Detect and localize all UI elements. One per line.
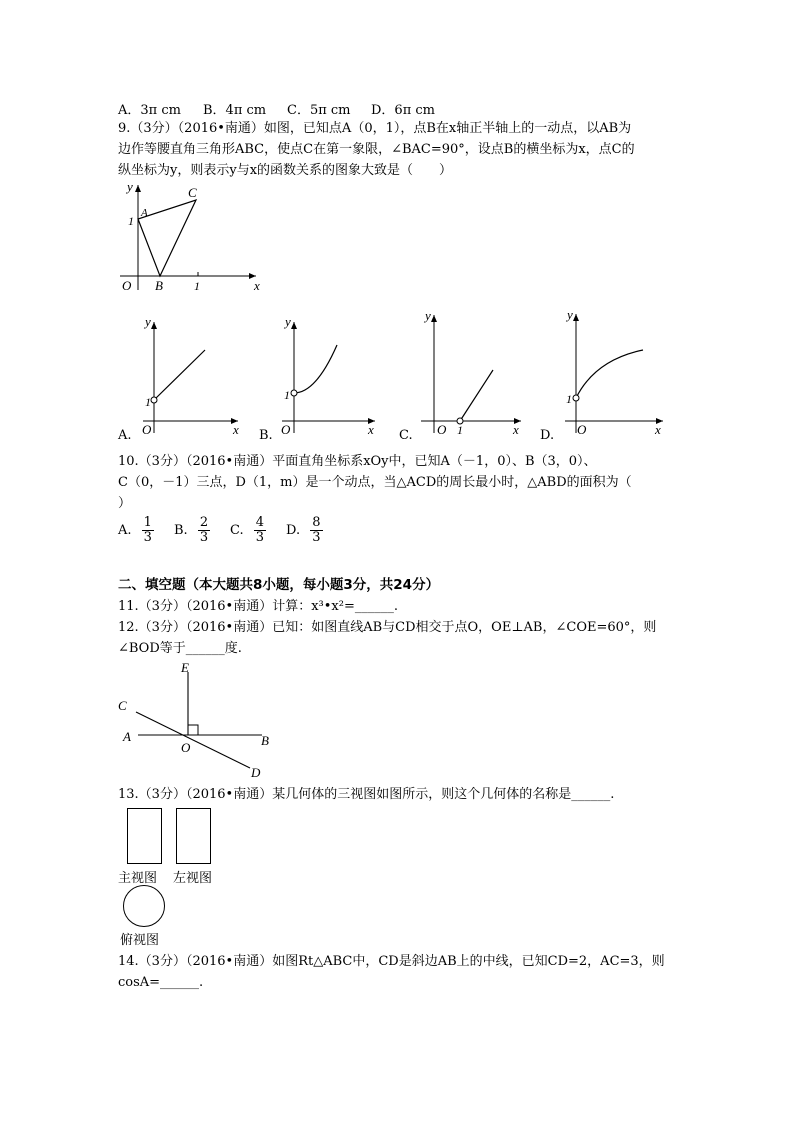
q8-option-a: A．3π cm	[118, 103, 181, 118]
q10-d-numerator: 8	[312, 515, 321, 530]
q9-fig-x-label: x	[254, 278, 260, 293]
q9-fig-a-label: A	[141, 207, 148, 219]
graph-b-x-label: x	[368, 422, 374, 437]
graph-b-one-label: 1	[284, 388, 290, 402]
graph-c-x-label: x	[513, 422, 519, 437]
graph-a-x-label: x	[233, 422, 239, 437]
q12-a-label: A	[123, 729, 131, 744]
graph-a-one-label: 1	[145, 395, 151, 409]
top-view-caption: 俯视图	[120, 933, 160, 948]
q10-option-a: A. $\frac{1}{3}$	[118, 515, 152, 545]
q10-b-numerator: 2	[199, 515, 209, 530]
q9-line-2: 边作等腰直角三角形ABC，使点C在第一象限，∠BAC=90°，设点B的横坐标为x，点C的	[118, 142, 635, 157]
graph-c-y-label: y	[425, 308, 431, 323]
q10-line-2: C（0，－1）三点，D（1，m）是一个动点，当△ACD的周长最小时，△ABD的面积为（	[118, 475, 632, 490]
q12-line-2: ∠BOD等于______度.	[118, 641, 242, 656]
q14-line-2: cosA=______.	[118, 975, 204, 990]
graph-b-y-label: y	[285, 314, 291, 329]
q10-b-denominator: 3	[199, 530, 209, 545]
q9-option-graphs	[110, 305, 670, 445]
q9-line-1: 9.（3分）（2016•南通）如图，已知点A（0，1），点B在x轴正半轴上的一动点，以AB为	[118, 121, 632, 136]
q9-figure	[110, 180, 270, 295]
q9-option-c: C.	[399, 428, 413, 443]
q9-fig-o-label: O	[122, 278, 132, 293]
graph-c-o-label: O	[437, 422, 447, 437]
q12-figure	[110, 660, 280, 782]
left-view-rect	[176, 808, 211, 864]
graph-d-x-label: x	[655, 422, 661, 437]
front-view-rect	[127, 808, 162, 864]
q9-fig-one-x: 1	[194, 279, 200, 293]
q9-fig-b-label: B	[155, 278, 163, 293]
graph-d-y-label: y	[567, 307, 573, 322]
q10-option-c: C. $\frac{4}{3}$	[230, 515, 265, 545]
graph-d-o-label: O	[577, 422, 587, 437]
graph-c-one-label: 1	[457, 423, 463, 437]
q10-a-numerator: 1	[143, 515, 152, 530]
q10-line-1: 10.（3分）（2016•南通）平面直角坐标系xOy中，已知A（－1，0）、B（3，0）、	[118, 454, 597, 469]
q9-fig-one-y: 1	[128, 214, 134, 228]
q12-o-label: O	[181, 740, 191, 755]
q10-option-b: B. $\frac{2}{3}$	[174, 515, 209, 545]
graph-d-one-label: 1	[566, 392, 572, 406]
q9-option-a: A.	[118, 428, 132, 443]
q12-e-label: E	[181, 660, 189, 675]
q8-option-c: C．5π cm	[287, 103, 351, 118]
section-2-title: 二、填空题（本大题共8小题，每小题3分，共24分）	[118, 577, 440, 593]
q8-option-d: D．6π cm	[371, 103, 435, 118]
q9-option-d: D.	[540, 428, 555, 443]
q10-line-3: ）	[118, 496, 132, 511]
graph-b-o-label: O	[281, 422, 291, 437]
q14-line-1: 14.（3分）（2016•南通）如图Rt△ABC中，CD是斜边AB上的中线，已知CD=2，AC=3，则	[118, 954, 665, 969]
q10-a-denominator: 3	[143, 530, 152, 545]
q10-option-d: D. $\frac{8}{3}$	[286, 515, 321, 545]
q8-option-b: B．4π cm	[203, 103, 267, 118]
left-view-caption: 左视图	[173, 871, 213, 886]
q11-text: 11.（3分）（2016•南通）计算：x³•x²=______.	[118, 599, 398, 614]
q10-c-denominator: 3	[255, 530, 265, 545]
q9-line-3: 纵坐标为y，则表示y与x的函数关系的图象大致是（ ）	[118, 163, 453, 178]
graph-a-y-label: y	[145, 314, 151, 329]
q10-c-numerator: 4	[255, 515, 265, 530]
q13-text: 13.（3分）（2016•南通）某几何体的三视图如图所示，则这个几何体的名称是______.	[118, 787, 615, 802]
q12-line-1: 12.（3分）（2016•南通）已知：如图直线AB与CD相交于点O，OE⊥AB，∠COE=60°，则	[118, 620, 657, 635]
q12-c-label: C	[118, 698, 127, 713]
front-view-caption: 主视图	[118, 871, 158, 886]
top-view-circle	[123, 885, 165, 927]
graph-a-o-label: O	[142, 422, 152, 437]
q10-d-denominator: 3	[312, 530, 321, 545]
q12-b-label: B	[261, 733, 269, 748]
q12-d-label: D	[251, 765, 261, 780]
q9-fig-y-label: y	[127, 180, 133, 194]
q9-fig-c-label: C	[188, 185, 197, 200]
q9-option-b: B.	[259, 428, 273, 443]
